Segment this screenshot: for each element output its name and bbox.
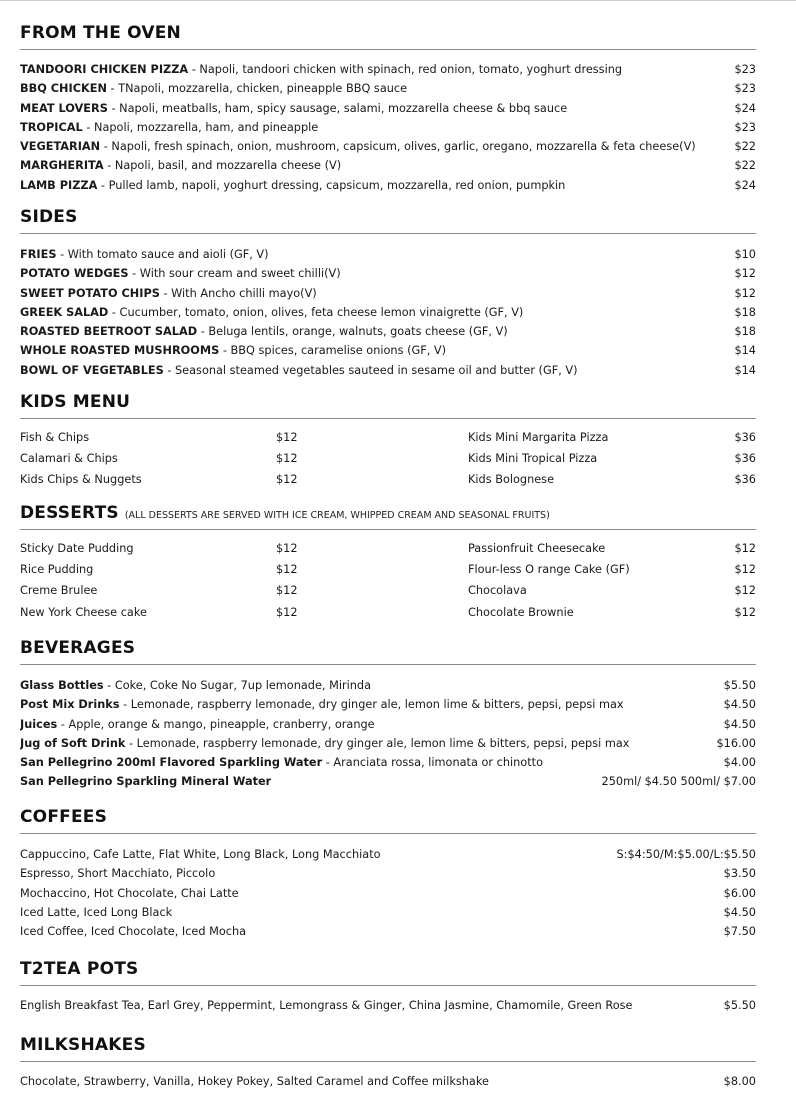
item-description: - With sour cream and sweet chilli(V) — [128, 267, 341, 281]
section-divider — [20, 233, 756, 234]
item-price: $7.50 — [723, 925, 756, 939]
item-description: - Napoli, basil, and mozzarella cheese (V) — [103, 159, 342, 173]
item-description: - Napoli, meatballs, ham, spicy sausage, salami, mozzarella cheese & bbq sauce — [107, 101, 568, 115]
item-name: San Pellegrino Sparkling Mineral Water — [20, 775, 272, 789]
section-title-text: DESSERTS — [20, 503, 119, 523]
item-name: Chocolava — [468, 584, 527, 598]
item-price: $4.00 — [723, 756, 756, 770]
section-title: KIDS MENU — [20, 392, 131, 412]
item-name: Post Mix Drinks — [20, 698, 120, 712]
menu-item — [20, 325, 756, 344]
section-divider — [20, 1061, 756, 1062]
section-milkshakes — [20, 1035, 756, 1094]
menu-row — [20, 473, 756, 494]
menu-row — [20, 563, 756, 584]
item-name: Passionfruit Cheesecake — [468, 542, 606, 555]
section-sides — [20, 207, 756, 383]
item-name: Flour-less O range Cake (GF) — [468, 563, 630, 577]
item-name: TROPICAL — [20, 120, 83, 134]
item-name: Creme Brulee — [20, 584, 98, 598]
item-description: Chocolate, Strawberry, Vanilla, Hokey Pokey, Salted Caramel and Coffee milkshake — [20, 1075, 489, 1088]
item-price: $5.50 — [723, 679, 756, 692]
item-price: $12 — [734, 563, 756, 577]
item-name: Chocolate Brownie — [468, 605, 574, 619]
item-price: $4.50 — [723, 905, 756, 919]
item-price: $18 — [734, 305, 756, 319]
menu-item — [20, 248, 756, 267]
item-price: 250ml/ $4.50 500ml/ $7.00 — [601, 775, 756, 789]
item-name: TANDOORI CHICKEN PIZZA — [20, 63, 189, 76]
item-description: - Coke, Coke No Sugar, 7up lemonade, Mirinda — [103, 679, 372, 692]
menu-item — [20, 698, 756, 717]
item-price: $12 — [734, 286, 756, 300]
item-description: English Breakfast Tea, Earl Grey, Peppermint, Lemongrass & Ginger, China Jasmine, Chamomile, Green Rose — [20, 999, 633, 1012]
item-name: Kids Mini Margarita Pizza — [468, 431, 609, 444]
item-name: FRIES — [20, 248, 57, 261]
item-price: $4.50 — [723, 698, 756, 712]
item-description: - Seasonal steamed vegetables sauteed in sesame oil and butter (GF, V) — [163, 363, 578, 377]
menu-item — [20, 102, 756, 121]
item-description: - Lemonade, raspberry lemonade, dry ginger ale, lemon lime & bitters, pepsi, pepsi max — [125, 736, 630, 750]
item-description: - Napoli, tandoori chicken with spinach, red onion, tomato, yoghurt dressing — [188, 63, 623, 76]
item-name: MARGHERITA — [20, 159, 104, 173]
item-name: BBQ CHICKEN — [20, 82, 107, 96]
item-price: $23 — [734, 82, 756, 96]
section-title — [20, 503, 756, 523]
menu-item — [20, 267, 756, 286]
item-name: WHOLE ROASTED MUSHROOMS — [20, 344, 220, 358]
section-tea-pots — [20, 959, 756, 1018]
item-name: Glass Bottles — [20, 679, 104, 692]
menu-item — [20, 925, 756, 944]
item-name: VEGETARIAN — [20, 140, 101, 154]
section-title: MILKSHAKES — [20, 1035, 146, 1055]
section-from-the-oven — [20, 23, 756, 198]
item-name: GREEK SALAD — [20, 305, 109, 319]
menu-row — [20, 542, 756, 563]
menu-item — [20, 848, 756, 867]
item-price: $12 — [734, 584, 756, 598]
item-price: $12 — [276, 452, 298, 466]
section-title: BEVERAGES — [20, 638, 136, 658]
item-name: Rice Pudding — [20, 563, 94, 577]
menu-row — [20, 584, 756, 605]
item-price: $10 — [734, 248, 756, 261]
item-name: LAMB PIZZA — [20, 178, 98, 192]
section-title: SIDES — [20, 207, 78, 227]
item-description: - Napoli, fresh spinach, onion, mushroom, capsicum, olives, garlic, oregano, mozzarella & feta cheese(V) — [100, 140, 696, 154]
section-note: (ALL DESSERTS ARE SERVED WITH ICE CREAM, WHIPPED CREAM AND SEASONAL FRUITS) — [124, 510, 550, 521]
menu-item — [20, 82, 756, 101]
item-price: $12 — [276, 542, 298, 555]
item-description: Cappuccino, Cafe Latte, Flat White, Long Black, Long Macchiato — [20, 848, 381, 861]
menu-row — [20, 452, 756, 473]
item-price: $12 — [734, 542, 756, 555]
item-price: $3.50 — [723, 867, 756, 881]
item-name: BOWL OF VEGETABLES — [20, 363, 164, 377]
item-price: $12 — [276, 473, 298, 487]
menu-item — [20, 756, 756, 775]
item-name: Kids Mini Tropical Pizza — [468, 452, 598, 466]
item-price: $12 — [734, 605, 756, 619]
item-price: $23 — [734, 120, 756, 134]
item-price: S:$4:50/M:$5.00/L:$5.50 — [616, 848, 756, 861]
item-price: $23 — [734, 63, 756, 76]
item-name: MEAT LOVERS — [20, 101, 108, 115]
section-divider — [20, 664, 756, 665]
item-name: SWEET POTATO CHIPS — [20, 286, 160, 300]
item-description: Iced Coffee, Iced Chocolate, Iced Mocha — [20, 925, 247, 939]
menu-item — [20, 737, 756, 756]
item-price: $12 — [734, 267, 756, 281]
menu-row — [20, 431, 756, 452]
section-title: FROM THE OVEN — [20, 23, 181, 43]
menu-item — [20, 344, 756, 363]
section-coffees — [20, 807, 756, 944]
item-description: Iced Latte, Iced Long Black — [20, 905, 173, 919]
item-price: $12 — [276, 431, 298, 444]
menu-item — [20, 121, 756, 140]
item-name: San Pellegrino 200ml Flavored Sparkling Water — [20, 756, 323, 770]
item-price: $36 — [734, 473, 756, 487]
menu-row — [20, 606, 756, 627]
section-title: COFFEES — [20, 807, 108, 827]
item-description: - Cucumber, tomato, onion, olives, feta cheese lemon vinaigrette (GF, V) — [108, 305, 524, 319]
item-price: $18 — [734, 325, 756, 339]
menu-item — [20, 679, 756, 698]
item-name: Jug of Soft Drink — [20, 736, 126, 750]
item-price: $24 — [734, 178, 756, 192]
menu-item — [20, 1075, 756, 1094]
section-kids-menu — [20, 392, 756, 495]
item-description: - With tomato sauce and aioli (GF, V) — [56, 248, 269, 261]
item-name: Kids Bolognese — [468, 473, 555, 487]
item-price: $14 — [734, 363, 756, 377]
menu-item — [20, 159, 756, 178]
section-divider — [20, 833, 756, 834]
menu-item — [20, 306, 756, 325]
menu-item — [20, 906, 756, 925]
section-divider — [20, 985, 756, 986]
item-price: $16.00 — [716, 736, 756, 750]
menu-item — [20, 867, 756, 886]
item-price: $12 — [276, 605, 298, 619]
section-divider — [20, 49, 756, 50]
item-price: $36 — [734, 452, 756, 466]
menu-item — [20, 718, 756, 737]
menu-item — [20, 999, 756, 1018]
item-price: $4.50 — [723, 717, 756, 731]
item-name: Calamari & Chips — [20, 452, 118, 466]
item-name: Sticky Date Pudding — [20, 542, 134, 555]
item-description: - Lemonade, raspberry lemonade, dry ginger ale, lemon lime & bitters, pepsi, pepsi max — [119, 698, 624, 712]
section-beverages — [20, 638, 756, 795]
item-description: - Apple, orange & mango, pineapple, cranberry, orange — [57, 717, 375, 731]
section-divider — [20, 529, 756, 530]
menu-item — [20, 887, 756, 906]
item-price: $12 — [276, 584, 298, 598]
item-price: $22 — [734, 140, 756, 154]
item-price: $14 — [734, 344, 756, 358]
item-name: POTATO WEDGES — [20, 267, 129, 281]
menu-item — [20, 775, 756, 794]
item-price: $6.00 — [723, 886, 756, 900]
menu-item — [20, 140, 756, 159]
section-desserts — [20, 503, 756, 627]
item-price: $24 — [734, 101, 756, 115]
item-description: Espresso, Short Macchiato, Piccolo — [20, 867, 216, 881]
page-top-rule — [0, 0, 796, 1]
item-name: New York Cheese cake — [20, 605, 147, 619]
item-description: - Pulled lamb, napoli, yoghurt dressing, capsicum, mozzarella, red onion, pumpkin — [97, 178, 566, 192]
item-description: Mochaccino, Hot Chocolate, Chai Latte — [20, 886, 239, 900]
item-description: - BBQ spices, caramelise onions (GF, V) — [219, 344, 447, 358]
section-divider — [20, 418, 756, 419]
section-title: T2TEA POTS — [20, 959, 139, 979]
item-description: - With Ancho chilli mayo(V) — [159, 286, 317, 300]
item-price: $8.00 — [723, 1075, 756, 1088]
item-price: $5.50 — [723, 999, 756, 1012]
item-description: - Napoli, mozzarella, ham, and pineapple — [82, 120, 319, 134]
item-description: - Aranciata rossa, limonata or chinotto — [322, 756, 543, 770]
menu-item — [20, 287, 756, 306]
menu-item — [20, 63, 756, 82]
menu-item — [20, 364, 756, 383]
menu-item — [20, 179, 756, 198]
item-price: $36 — [734, 431, 756, 444]
item-description: - TNapoli, mozzarella, chicken, pineapple BBQ sauce — [106, 82, 408, 96]
item-description: - Beluga lentils, orange, walnuts, goats cheese (GF, V) — [197, 325, 508, 339]
item-name: Kids Chips & Nuggets — [20, 473, 142, 487]
item-name: Fish & Chips — [20, 431, 90, 444]
item-name: ROASTED BEETROOT SALAD — [20, 325, 198, 339]
item-name: Juices — [20, 717, 58, 731]
item-price: $22 — [734, 159, 756, 173]
item-price: $12 — [276, 563, 298, 577]
